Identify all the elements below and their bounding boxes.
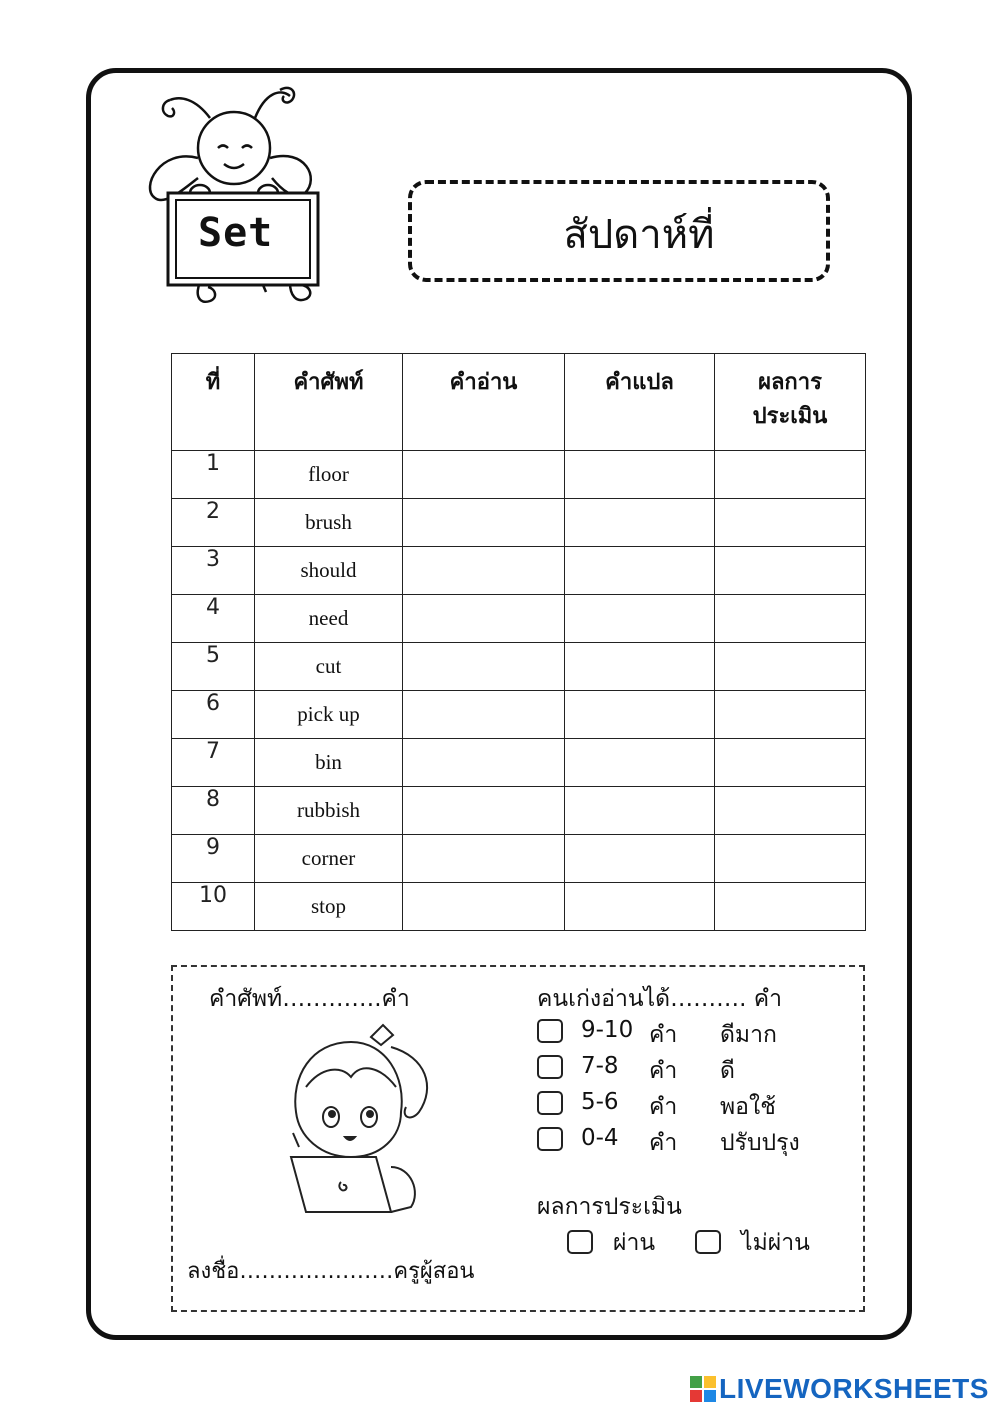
reading-cell[interactable] <box>403 499 565 547</box>
assessment-cell[interactable] <box>715 451 866 499</box>
word-count-line: คำศัพท์………….คำ <box>209 986 410 1012</box>
assessment-box <box>171 965 865 1312</box>
translation-cell[interactable] <box>565 787 715 835</box>
translation-cell[interactable] <box>565 643 715 691</box>
score-range: 9-10 <box>581 1017 634 1043</box>
row-number: 5 <box>172 643 255 691</box>
row-word: corner <box>255 835 403 883</box>
col-header-reading: คำอ่าน <box>403 354 565 451</box>
reading-cell[interactable] <box>403 547 565 595</box>
pass-checkbox[interactable] <box>567 1230 593 1254</box>
row-number: 2 <box>172 499 255 547</box>
score-list <box>537 1015 857 1159</box>
row-number: 3 <box>172 547 255 595</box>
row-word: rubbish <box>255 787 403 835</box>
week-box <box>408 180 830 282</box>
row-number: 4 <box>172 595 255 643</box>
score-checkbox[interactable] <box>537 1091 563 1115</box>
row-word: floor <box>255 451 403 499</box>
table-row <box>172 451 866 499</box>
assessment-cell[interactable] <box>715 835 866 883</box>
score-unit: คำ <box>649 1130 678 1156</box>
score-unit: คำ <box>649 1058 678 1084</box>
table-row <box>172 643 866 691</box>
translation-cell[interactable] <box>565 739 715 787</box>
reading-cell[interactable] <box>403 595 565 643</box>
row-word: brush <box>255 499 403 547</box>
assessment-cell[interactable] <box>715 883 866 931</box>
score-range: 7-8 <box>581 1053 619 1079</box>
row-number: 1 <box>172 451 255 499</box>
translation-cell[interactable] <box>565 691 715 739</box>
translation-cell[interactable] <box>565 883 715 931</box>
score-unit: คำ <box>649 1094 678 1120</box>
row-word: cut <box>255 643 403 691</box>
brand-name: LIVEWORKSHEETS <box>719 1373 989 1404</box>
reading-cell[interactable] <box>403 691 565 739</box>
score-range: 0-4 <box>581 1125 619 1151</box>
assessment-cell[interactable] <box>715 691 866 739</box>
score-level: ดีมาก <box>720 1022 777 1048</box>
col-header-vocabulary: คำศัพท์ <box>255 354 403 451</box>
set-label: Set <box>198 210 274 256</box>
row-word: need <box>255 595 403 643</box>
table-row <box>172 691 866 739</box>
row-number: 9 <box>172 835 255 883</box>
row-number: 6 <box>172 691 255 739</box>
table-row <box>172 883 866 931</box>
reading-cell[interactable] <box>403 451 565 499</box>
score-checkbox[interactable] <box>537 1019 563 1043</box>
liveworksheets-logo-icon <box>690 1376 716 1402</box>
row-word: stop <box>255 883 403 931</box>
reading-cell[interactable] <box>403 643 565 691</box>
translation-cell[interactable] <box>565 835 715 883</box>
table-row <box>172 547 866 595</box>
row-number: 7 <box>172 739 255 787</box>
result-title: ผลการประเมิน <box>537 1194 682 1220</box>
score-level: ปรับปรุง <box>720 1130 800 1156</box>
vocabulary-table <box>171 353 866 931</box>
score-checkbox[interactable] <box>537 1055 563 1079</box>
assessment-cell[interactable] <box>715 643 866 691</box>
score-range: 5-6 <box>581 1089 619 1115</box>
score-checkbox[interactable] <box>537 1127 563 1151</box>
row-word: should <box>255 547 403 595</box>
translation-cell[interactable] <box>565 451 715 499</box>
table-row <box>172 787 866 835</box>
assessment-cell[interactable] <box>715 787 866 835</box>
week-title: สัปดาห์ที่ <box>563 212 715 258</box>
teacher-signature-line: ลงชื่อ…………………ครูผู้สอน <box>187 1259 475 1284</box>
score-unit: คำ <box>649 1022 678 1048</box>
col-header-translation: คำแปล <box>565 354 715 451</box>
row-word: bin <box>255 739 403 787</box>
reading-cell[interactable] <box>403 883 565 931</box>
col-header-number: ที่ <box>172 354 255 451</box>
reading-cell[interactable] <box>403 739 565 787</box>
assessment-cell[interactable] <box>715 499 866 547</box>
col-header-assessment: ผลการ ประเมิน <box>715 354 866 451</box>
table-row <box>172 595 866 643</box>
row-number: 10 <box>172 883 255 931</box>
score-option <box>537 1087 857 1123</box>
row-word: pick up <box>255 691 403 739</box>
table-row <box>172 835 866 883</box>
pass-label: ผ่าน <box>613 1230 656 1256</box>
score-option <box>537 1123 857 1159</box>
translation-cell[interactable] <box>565 547 715 595</box>
translation-cell[interactable] <box>565 595 715 643</box>
assessment-cell[interactable] <box>715 739 866 787</box>
bee-mascot-icon <box>140 78 340 323</box>
reading-cell[interactable] <box>403 787 565 835</box>
table-row <box>172 499 866 547</box>
brand-footer[interactable] <box>690 1374 989 1404</box>
score-option <box>537 1051 857 1087</box>
score-option <box>537 1015 857 1051</box>
girl-with-laptop-icon <box>251 1017 461 1217</box>
reading-cell[interactable] <box>403 835 565 883</box>
table-header-row <box>172 354 866 451</box>
assessment-cell[interactable] <box>715 547 866 595</box>
score-level: พอใช้ <box>720 1094 776 1120</box>
assessment-cell[interactable] <box>715 595 866 643</box>
row-number: 8 <box>172 787 255 835</box>
reader-count-line: คนเก่งอ่านได้………. คำ <box>537 986 783 1012</box>
table-row <box>172 739 866 787</box>
score-level: ดี <box>720 1058 735 1084</box>
translation-cell[interactable] <box>565 499 715 547</box>
fail-checkbox[interactable] <box>695 1230 721 1254</box>
fail-label: ไม่ผ่าน <box>741 1230 810 1256</box>
